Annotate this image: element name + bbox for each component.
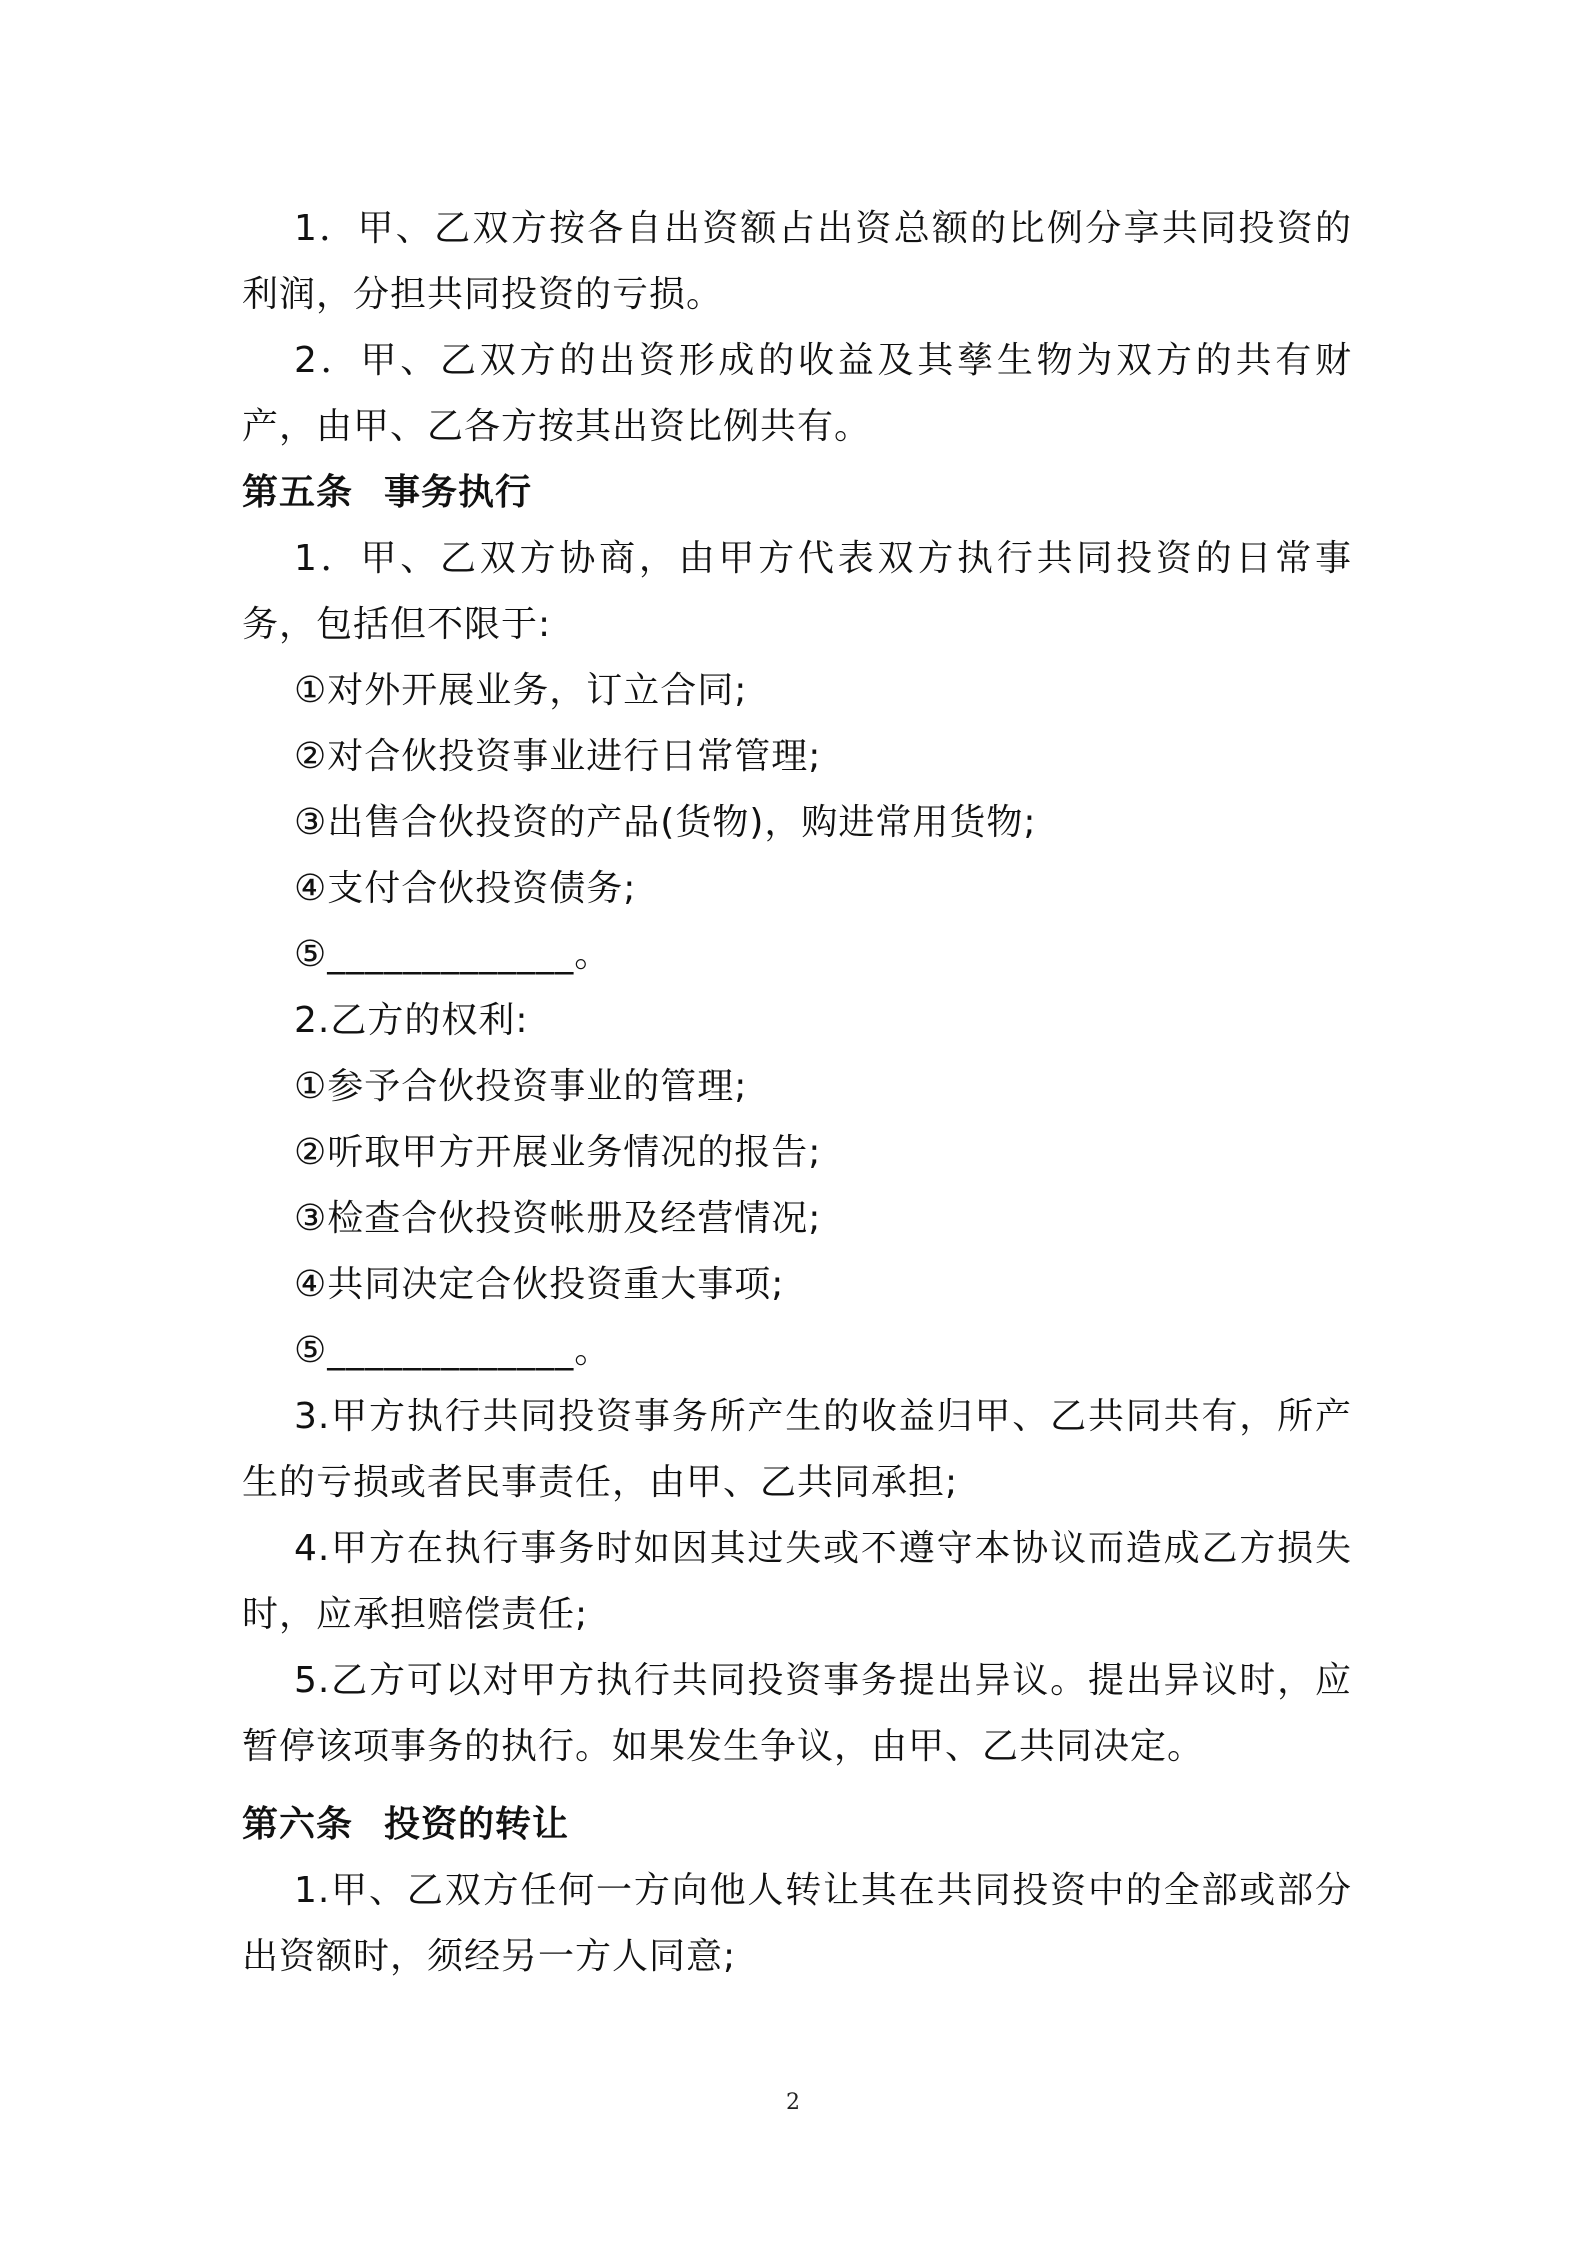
list-item: ③出售合伙投资的产品(货物)，购进常用货物; bbox=[294, 802, 1037, 843]
spacer bbox=[242, 1780, 1352, 1792]
list-item: ③检查合伙投资帐册及经营情况; bbox=[294, 1198, 822, 1239]
party-b-rights-heading: 2.乙方的权利: bbox=[294, 1000, 529, 1041]
list-item: ②对合伙投资事业进行日常管理; bbox=[294, 736, 822, 777]
clause-4-item-2: 2．甲、乙双方的出资形成的收益及其孳生物为双方的共有财产，由甲、乙各方按其出资比例共有。 bbox=[242, 340, 1352, 447]
article-5-heading bbox=[242, 460, 1352, 526]
list-item: ④支付合伙投资债务; bbox=[294, 868, 637, 909]
list-item: ①参予合伙投资事业的管理; bbox=[294, 1066, 748, 1107]
article-5-number: 第五条 bbox=[242, 472, 354, 513]
article-6-number: 第六条 bbox=[242, 1804, 354, 1845]
page-number: 2 bbox=[786, 2090, 800, 2115]
list-item: ②听取甲方开展业务情况的报告; bbox=[294, 1132, 822, 1173]
article-5-item-1: 1．甲、乙双方协商，由甲方代表双方执行共同投资的日常事务，包括但不限于: bbox=[242, 538, 1352, 645]
list-item: ①对外开展业务，订立合同; bbox=[294, 670, 748, 711]
list-item: ④共同决定合伙投资重大事项; bbox=[294, 1264, 785, 1305]
article-5-item-3: 3.甲方执行共同投资事务所产生的收益归甲、乙共同共有，所产生的亏损或者民事责任，由甲、乙共同承担; bbox=[242, 1396, 1352, 1503]
article-6-item-1: 1.甲、乙双方任何一方向他人转让其在共同投资中的全部或部分出资额时，须经另一方人同意; bbox=[242, 1870, 1352, 1977]
article-5-item-5: 5.乙方可以对甲方执行共同投资事务提出异议。提出异议时，应暂停该项事务的执行。如果发生争议，由甲、乙共同决定。 bbox=[242, 1660, 1352, 1767]
list-item-blank: ⑤_____________。 bbox=[294, 934, 612, 975]
document-body bbox=[242, 196, 1352, 1990]
article-6-title: 投资的转让 bbox=[384, 1804, 570, 1845]
list-item-blank: ⑤_____________。 bbox=[294, 1330, 612, 1371]
article-5-item-4: 4.甲方在执行事务时如因其过失或不遵守本协议而造成乙方损失时，应承担赔偿责任; bbox=[242, 1528, 1352, 1635]
clause-4-item-1: 1．甲、乙双方按各自出资额占出资总额的比例分享共同投资的利润，分担共同投资的亏损。 bbox=[242, 208, 1352, 315]
article-6-heading bbox=[242, 1792, 1352, 1858]
article-5-title: 事务执行 bbox=[384, 472, 533, 513]
